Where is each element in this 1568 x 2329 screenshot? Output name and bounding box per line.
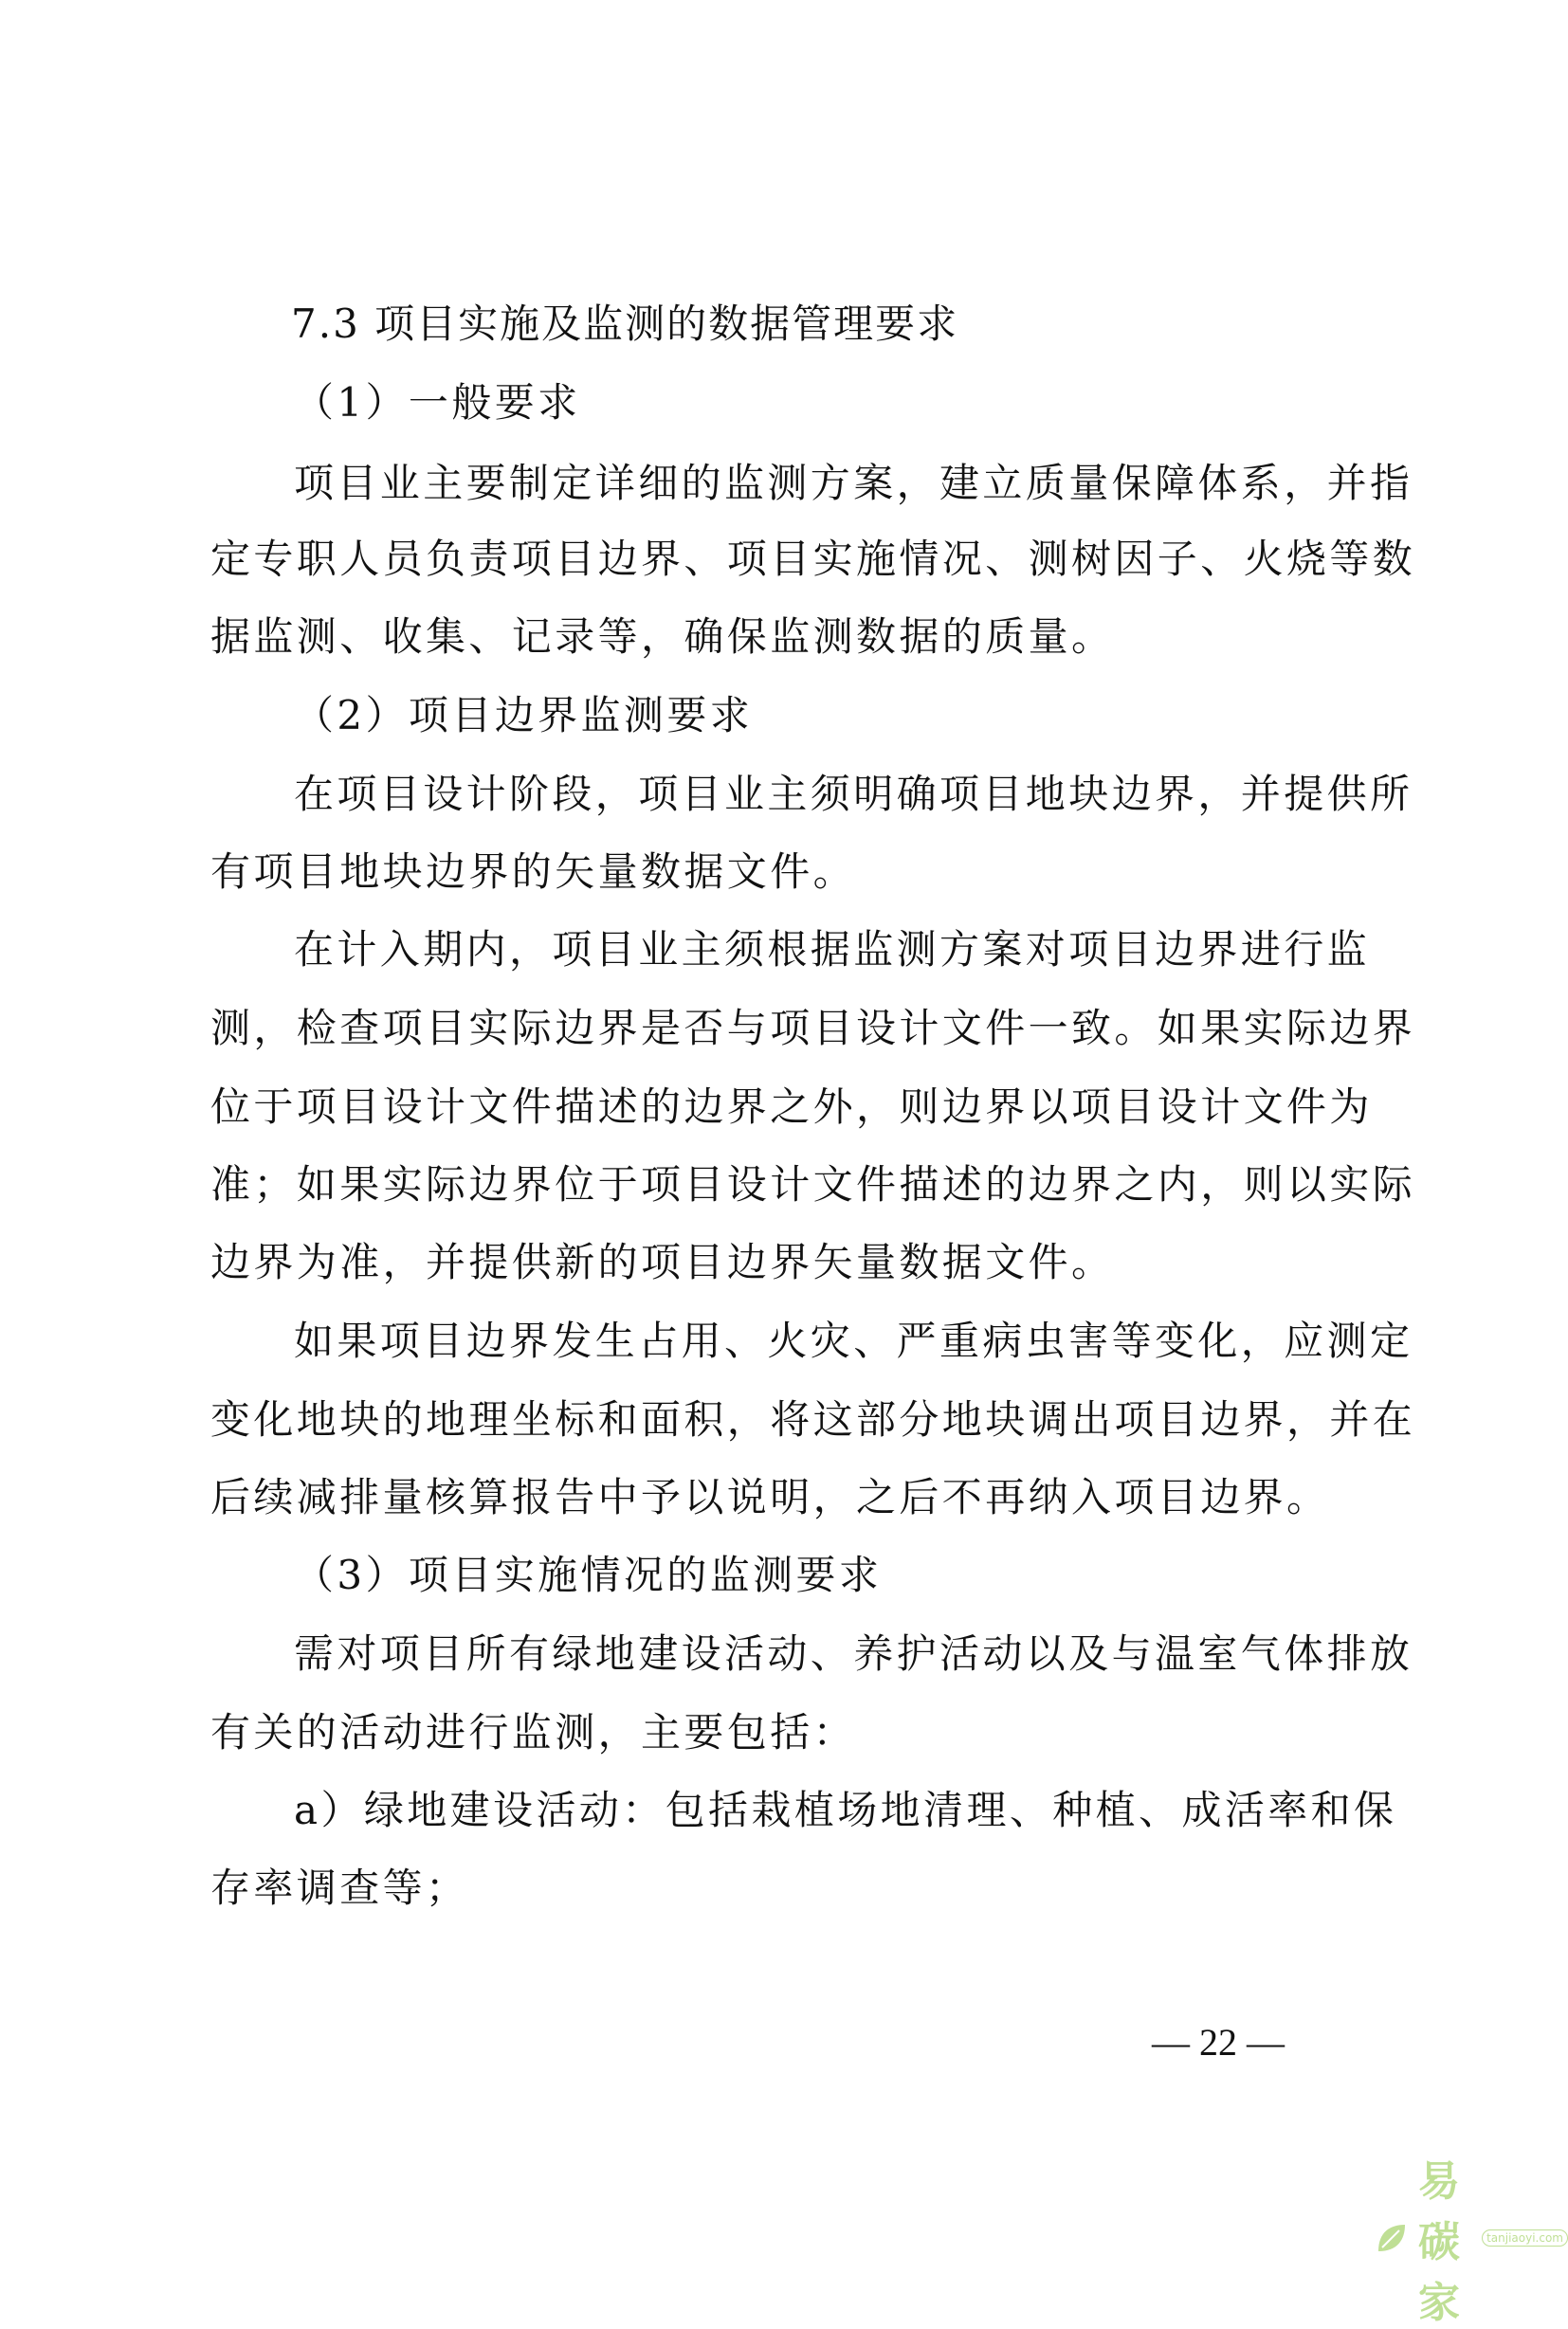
page-number: — 22 — xyxy=(1152,2021,1285,2064)
body-line: （1）一般要求 xyxy=(294,379,581,426)
body-line: （3）项目实施情况的监测要求 xyxy=(294,1552,883,1598)
body-line: 存率调查等； xyxy=(210,1865,469,1911)
section-heading: 7.3 项目实施及监测的数据管理要求 xyxy=(291,300,959,347)
body-line: 项目业主要制定详细的监测方案，建立质量保障体系，并指 xyxy=(294,460,1413,506)
body-line: 边界为准，并提供新的项目边界矢量数据文件。 xyxy=(210,1239,1115,1285)
watermark-text: 易碳家 xyxy=(1418,2157,1461,2327)
body-line: 有项目地块边界的矢量数据文件。 xyxy=(210,848,857,895)
body-line: 变化地块的地理坐标和面积，将这部分地块调出项目边界，并在 xyxy=(210,1396,1416,1443)
watermark-badge: tanjiaoyi.com xyxy=(1482,2229,1568,2247)
body-line: 后续减排量核算报告中予以说明，之后不再纳入项目边界。 xyxy=(210,1474,1330,1520)
body-line: 如果项目边界发生占用、火灾、严重病虫害等变化，应测定 xyxy=(294,1318,1413,1364)
body-line: 在计入期内，项目业主须根据监测方案对项目边界进行监 xyxy=(294,926,1371,973)
body-line: （2）项目边界监测要求 xyxy=(294,692,754,738)
watermark-logo xyxy=(1373,2147,1568,2329)
body-line: 定专职人员负责项目边界、项目实施情况、测树因子、火烧等数 xyxy=(210,536,1416,582)
body-line: 测，检查项目实际边界是否与项目设计文件一致。如果实际边界 xyxy=(210,1005,1416,1051)
carbon-leaf-icon xyxy=(1373,2219,1411,2257)
body-line: 位于项目设计文件描述的边界之外，则边界以项目设计文件为 xyxy=(210,1083,1373,1130)
body-line: a）绿地建设活动：包括栽植场地清理、种植、成活率和保 xyxy=(294,1787,1397,1833)
body-line: 准；如果实际边界位于项目设计文件描述的边界之内，则以实际 xyxy=(210,1161,1416,1208)
body-line: 据监测、收集、记录等，确保监测数据的质量。 xyxy=(210,613,1115,660)
body-line: 在项目设计阶段，项目业主须明确项目地块边界，并提供所 xyxy=(294,771,1413,817)
body-line: 需对项目所有绿地建设活动、养护活动以及与温室气体排放 xyxy=(294,1630,1413,1677)
body-line: 有关的活动进行监测，主要包括： xyxy=(210,1709,857,1756)
